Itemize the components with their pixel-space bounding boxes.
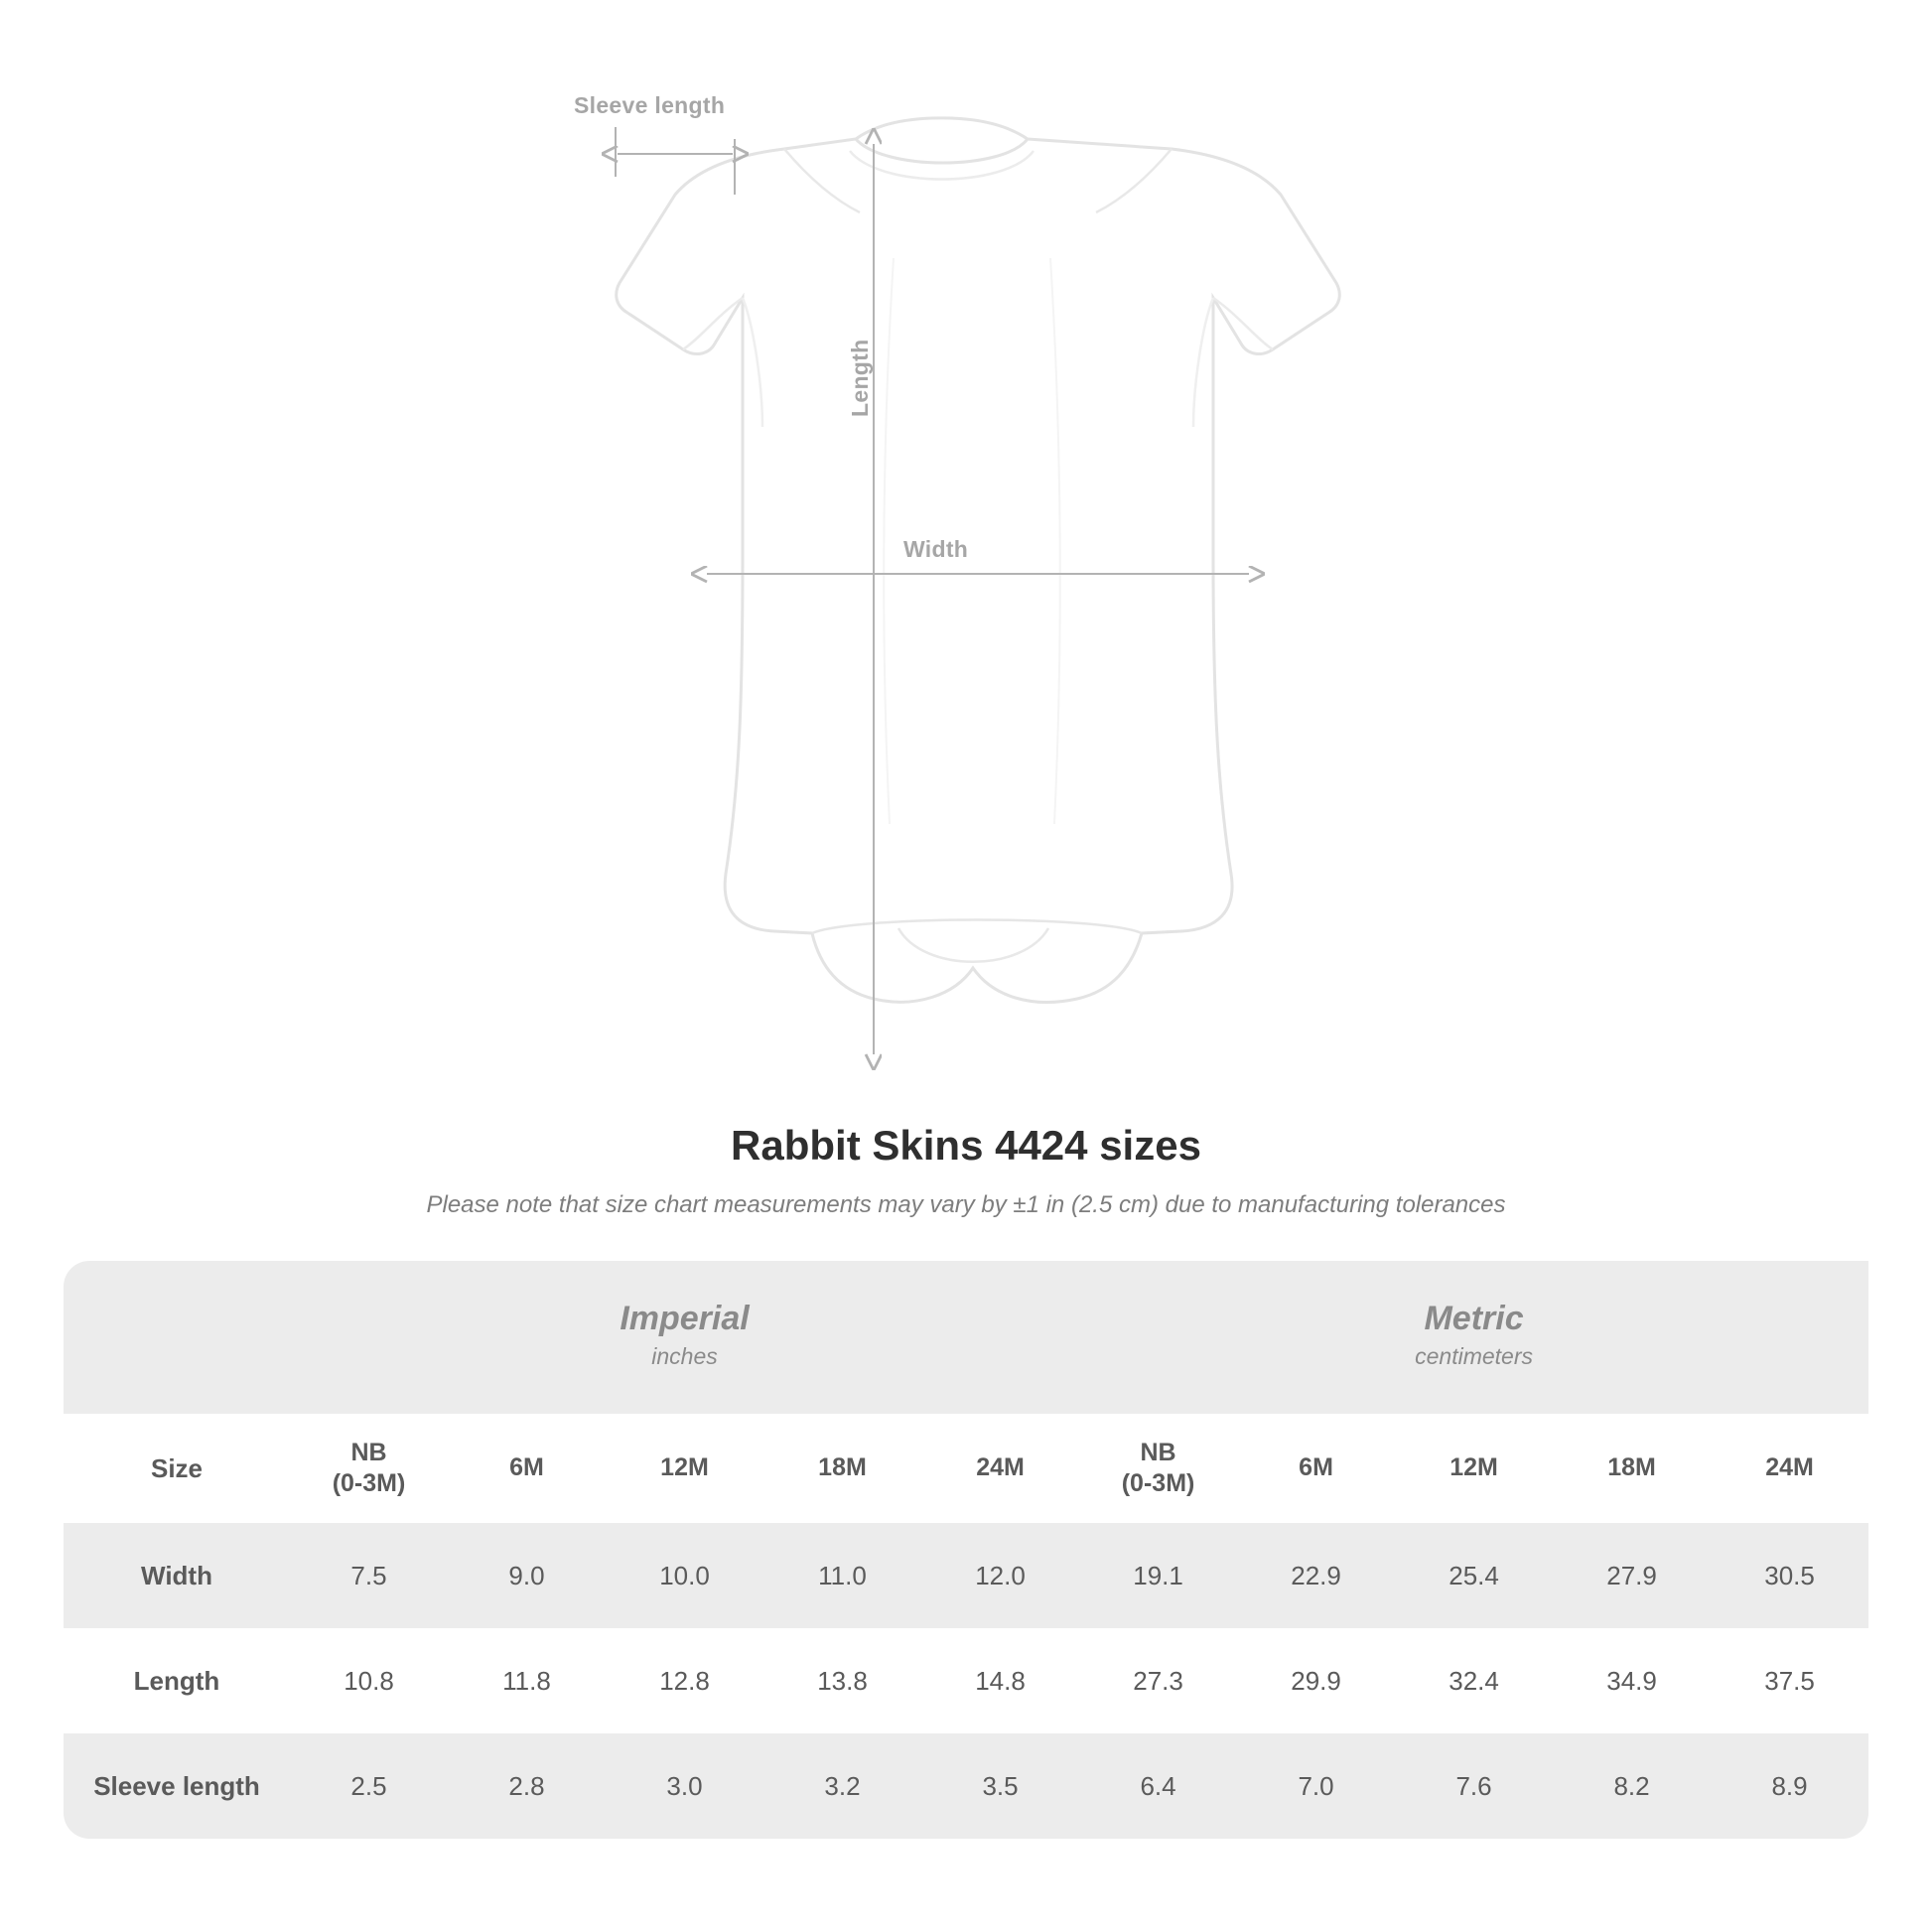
title-block — [0, 1122, 1932, 1219]
cell-width-5: 19.1 — [1079, 1523, 1237, 1628]
cell-sleeve-1: 2.8 — [448, 1733, 606, 1839]
cell-sleeve-0: 2.5 — [290, 1733, 448, 1839]
row-label-width: Width — [64, 1523, 290, 1628]
header-col-9-line1: 24M — [1765, 1453, 1814, 1482]
header-col-8-line1: 18M — [1607, 1453, 1656, 1482]
cell-width-8: 27.9 — [1553, 1523, 1711, 1628]
cell-sleeve-2: 3.0 — [606, 1733, 763, 1839]
header-col-0-line2: (0-3M) — [332, 1469, 406, 1497]
unit-group-imperial-sub: inches — [651, 1343, 718, 1370]
cell-sleeve-6: 7.0 — [1237, 1733, 1395, 1839]
header-col-1-line1: 6M — [509, 1453, 544, 1482]
unit-corner-left — [64, 1261, 290, 1414]
unit-group-imperial-name: Imperial — [620, 1300, 750, 1338]
header-col-1 — [448, 1414, 606, 1523]
table-row — [64, 1628, 1868, 1733]
unit-group-metric-name: Metric — [1424, 1300, 1524, 1338]
header-col-8 — [1553, 1414, 1711, 1523]
tolerance-note: Please note that size chart measurements may vary by ±1 in (2.5 cm) due to manufacturing tolerances — [426, 1191, 1506, 1218]
cell-width-7: 25.4 — [1395, 1523, 1553, 1628]
unit-group-metric — [1079, 1261, 1868, 1414]
header-col-7-line1: 12M — [1449, 1453, 1498, 1482]
header-col-2 — [606, 1414, 763, 1523]
cell-length-3: 13.8 — [763, 1628, 921, 1733]
size-table-wrapper — [64, 1261, 1868, 1839]
header-col-6 — [1237, 1414, 1395, 1523]
cell-length-2: 12.8 — [606, 1628, 763, 1733]
cell-sleeve-9: 8.9 — [1711, 1733, 1868, 1839]
column-header-row — [64, 1414, 1868, 1523]
cell-width-3: 11.0 — [763, 1523, 921, 1628]
unit-group-metric-sub: centimeters — [1415, 1343, 1533, 1370]
page-title: Rabbit Skins 4424 sizes — [731, 1122, 1201, 1169]
header-col-2-line1: 12M — [660, 1453, 709, 1482]
bodysuit-shape — [617, 118, 1340, 1003]
table-row — [64, 1733, 1868, 1839]
cell-width-2: 10.0 — [606, 1523, 763, 1628]
header-col-0 — [290, 1414, 448, 1523]
header-col-4-line1: 24M — [976, 1453, 1025, 1482]
cell-length-7: 32.4 — [1395, 1628, 1553, 1733]
cell-sleeve-7: 7.6 — [1395, 1733, 1553, 1839]
cell-width-6: 22.9 — [1237, 1523, 1395, 1628]
cell-length-6: 29.9 — [1237, 1628, 1395, 1733]
cell-length-1: 11.8 — [448, 1628, 606, 1733]
header-col-0-line1: NB — [350, 1438, 387, 1466]
header-size-label: Size — [64, 1414, 290, 1523]
cell-width-9: 30.5 — [1711, 1523, 1868, 1628]
header-col-3 — [763, 1414, 921, 1523]
cell-width-4: 12.0 — [921, 1523, 1079, 1628]
unit-group-imperial — [290, 1261, 1079, 1414]
cell-length-0: 10.8 — [290, 1628, 448, 1733]
cell-sleeve-8: 8.2 — [1553, 1733, 1711, 1839]
header-col-6-line1: 6M — [1299, 1453, 1333, 1482]
cell-sleeve-4: 3.5 — [921, 1733, 1079, 1839]
header-col-9 — [1711, 1414, 1868, 1523]
cell-length-9: 37.5 — [1711, 1628, 1868, 1733]
header-col-5-line2: (0-3M) — [1121, 1469, 1195, 1497]
header-col-5 — [1079, 1414, 1237, 1523]
cell-length-4: 14.8 — [921, 1628, 1079, 1733]
sleeve-length-dimension-label: Sleeve length — [574, 92, 726, 118]
header-col-5-line1: NB — [1140, 1438, 1176, 1466]
header-col-7 — [1395, 1414, 1553, 1523]
width-dimension-label: Width — [903, 536, 969, 562]
length-dimension-label: Length — [847, 339, 873, 417]
row-label-sleeve-length: Sleeve length — [64, 1733, 290, 1839]
cell-width-1: 9.0 — [448, 1523, 606, 1628]
size-table — [64, 1261, 1868, 1839]
cell-sleeve-5: 6.4 — [1079, 1733, 1237, 1839]
table-row — [64, 1523, 1868, 1628]
cell-length-8: 34.9 — [1553, 1628, 1711, 1733]
cell-sleeve-3: 3.2 — [763, 1733, 921, 1839]
header-col-3-line1: 18M — [818, 1453, 867, 1482]
cell-length-5: 27.3 — [1079, 1628, 1237, 1733]
cell-width-0: 7.5 — [290, 1523, 448, 1628]
unit-group-row — [64, 1261, 1868, 1414]
row-label-length: Length — [64, 1628, 290, 1733]
header-col-4 — [921, 1414, 1079, 1523]
